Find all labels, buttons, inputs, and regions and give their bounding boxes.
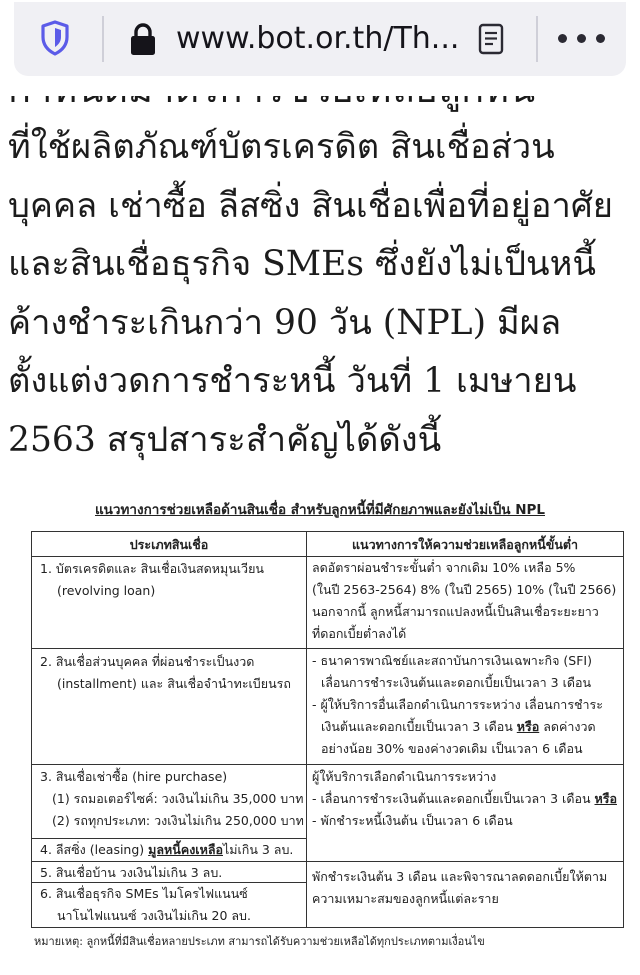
column-header-guide: แนวทางการให้ความช่วยเหลือลูกหนี้ขั้นต่ำ bbox=[351, 537, 578, 552]
cell-line: ที่ดอกเบี้ยต่ำลงได้ bbox=[312, 626, 407, 641]
cell-line: 5. สินเชื่อบ้าน วงเงินไม่เกิน 3 ลบ. bbox=[40, 865, 223, 880]
cell-line: (installment) และ สินเชื่อจำนำทะเบียนรถ bbox=[57, 676, 291, 691]
cell-line: อย่างน้อย 30% ของค่างวดเดิม เป็นเวลา 6 เดือน bbox=[321, 741, 583, 756]
cell-line: - พักชำระหนี้เงินต้น เป็นเวลา 6 เดือน bbox=[312, 813, 513, 828]
cell-line: (revolving loan) bbox=[57, 583, 156, 598]
cell-line: ลดอัตราผ่อนชำระขั้นต่ำ จากเดิม 10% เหลือ 5% bbox=[312, 560, 576, 575]
table-row bbox=[312, 766, 617, 832]
cell-line: นาโนไฟแนนซ์ วงเงินไม่เกิน 20 ลบ. bbox=[57, 908, 251, 923]
cell-line: ผู้ให้บริการเลือกดำเนินการระหว่าง bbox=[312, 769, 497, 784]
cell-line: (2) รถทุกประเภท: วงเงินไม่เกิน 250,000 บาท bbox=[52, 813, 304, 828]
paragraph-line: ที่ใช้ผลิตภัณฑ์บัตรเครดิต สินเชื่อส่วน bbox=[8, 127, 555, 167]
cell-line: 3. สินเชื่อเช่าซื้อ (hire purchase) bbox=[40, 769, 228, 784]
shield-icon[interactable] bbox=[40, 20, 70, 56]
reader-view-icon[interactable] bbox=[478, 23, 504, 55]
cell-line: เลื่อนการชำระเงินต้นและดอกเบี้ยเป็นเวลา 3 เดือน bbox=[321, 675, 592, 690]
cell-line: ความเหมาะสมของลูกหนี้แต่ละราย bbox=[312, 891, 499, 906]
paragraph-line: ตั้งแต่งวดการชำระหนี้ วันที่ 1 เมษายน bbox=[8, 361, 577, 401]
table-row bbox=[312, 866, 607, 910]
cell-line: (ในปี 2563-2564) 8% (ในปี 2565) 10% (ในปี 2566) bbox=[312, 582, 617, 597]
table-row bbox=[40, 651, 291, 695]
row-divider bbox=[32, 648, 623, 649]
cell-line: - เลื่อนการชำระเงินต้นและดอกเบี้ยเป็นเวลา 3 เดือน หรือ bbox=[312, 791, 617, 806]
table-row bbox=[312, 557, 616, 645]
table-row bbox=[40, 839, 293, 861]
table-row bbox=[312, 650, 603, 760]
table-footnote: หมายเหตุ: ลูกหนี้ที่มีสินเชื่อหลายประเภท สามารถได้รับความช่วยเหลือได้ทุกประเภทตามเงื่อนไข bbox=[34, 935, 485, 948]
more-menu-icon[interactable] bbox=[558, 34, 606, 44]
cell-line: 2. สินเชื่อส่วนบุคคล ที่ผ่อนชำระเป็นงวด bbox=[40, 654, 255, 669]
toolbar-divider bbox=[536, 16, 538, 62]
paragraph-line: 2563 สรุปสาระสำคัญได้ดังนี้ bbox=[8, 419, 442, 460]
row-divider bbox=[32, 764, 623, 765]
url-field[interactable]: www.bot.or.th/Th... bbox=[176, 21, 460, 56]
loan-assistance-table bbox=[31, 531, 624, 928]
lock-icon[interactable] bbox=[130, 22, 156, 56]
cell-line: - ผู้ให้บริการอื่นเลือกดำเนินการระหว่าง เลื่อนการชำระ bbox=[312, 697, 603, 712]
cell-line: (1) รถมอเตอร์ไซค์: วงเงินไม่เกิน 35,000 บาท bbox=[52, 791, 304, 806]
cell-line: พักชำระเงินต้น 3 เดือน และพิจารณาลดดอกเบี้ยให้ตาม bbox=[312, 869, 608, 884]
cell-line: - ธนาคารพาณิชย์และสถาบันการเงินเฉพาะกิจ (SFI) bbox=[312, 653, 592, 668]
column-header-type: ประเภทสินเชื่อ bbox=[129, 537, 209, 552]
paragraph-line: และสินเชื่อธุรกิจ SMEs ซึ่งยังไม่เป็นหนี้ bbox=[8, 244, 596, 284]
cell-line: 6. สินเชื่อธุรกิจ SMEs ไมโครไฟแนนซ์ bbox=[40, 886, 248, 901]
table-row bbox=[40, 766, 304, 832]
cell-line: 4. ลีสซิ่ง (leasing) มูลหนี้คงเหลือไม่เกิน 3 ลบ. bbox=[40, 842, 294, 857]
article-paragraph bbox=[8, 118, 636, 469]
table-row bbox=[40, 883, 251, 927]
table-row bbox=[40, 862, 222, 884]
cell-line: เงินต้นและดอกเบี้ยเป็นเวลา 3 เดือน หรือ ลดค่างวด bbox=[321, 719, 596, 734]
column-divider bbox=[306, 532, 307, 927]
cell-line: นอกจากนี้ ลูกหนี้สามารถแปลงหนี้เป็นสินเชื่อระยะยาว bbox=[312, 604, 599, 619]
table-row bbox=[40, 558, 264, 602]
browser-toolbar bbox=[14, 2, 626, 76]
paragraph-line: บุคคล เช่าซื้อ ลีสซิ่ง สินเชื่อเพื่อที่อยู่อาศัย bbox=[8, 185, 613, 226]
paragraph-line: ค้างชำระเกินกว่า 90 วัน (NPL) มีผล bbox=[8, 302, 562, 343]
toolbar-divider bbox=[102, 16, 104, 62]
cell-line: 1. บัตรเครดิตและ สินเชื่อเงินสดหมุนเวียน bbox=[40, 561, 264, 576]
table-title: แนวทางการช่วยเหลือด้านสินเชื่อ สำหรับลูกหนี้ที่มีศักยภาพและยังไม่เป็น NPL bbox=[94, 502, 546, 518]
